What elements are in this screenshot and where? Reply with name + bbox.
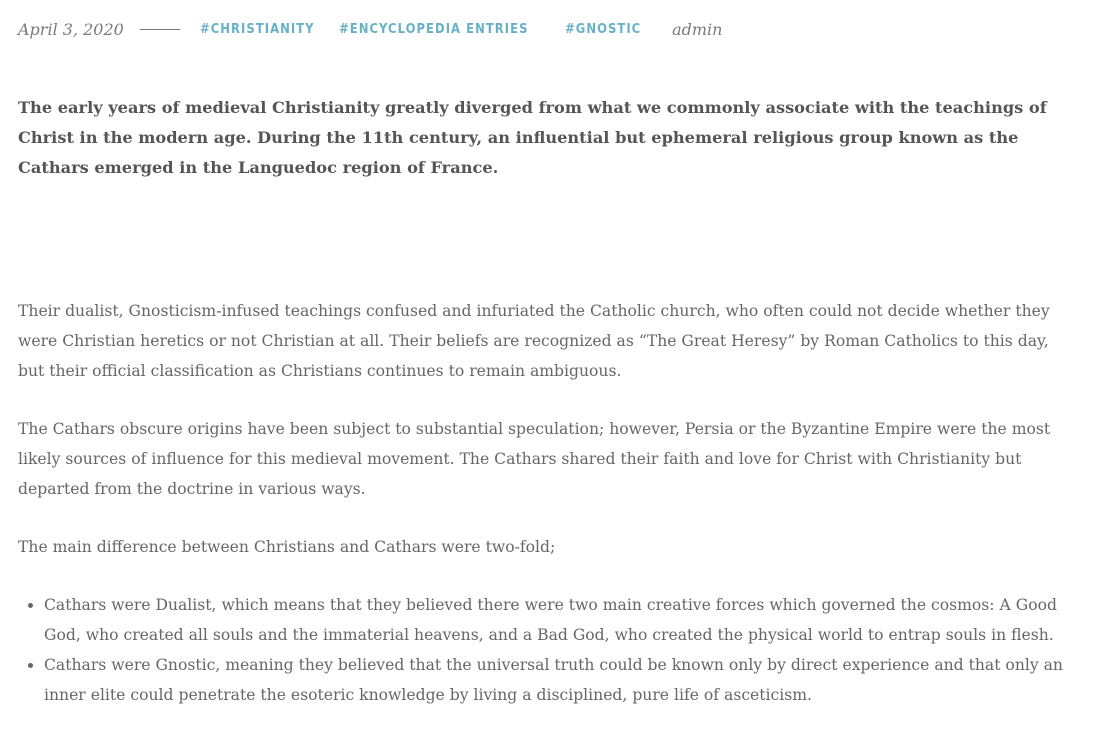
tag-encyclopedia-entries-link[interactable]: #ENCYCLOPEDIA ENTRIES xyxy=(339,21,529,37)
article-paragraph-3: The main difference between Christians and Cathars were two-fold; xyxy=(18,538,556,556)
article-paragraph-1: Their dualist, Gnosticism-infused teachings confused and infuriated the Catholic church, who often could not decide whether they were Christian heretics or not Christian at all. Their beliefs are recognized as “The Great Heresy” by Roman Catholics to this day, but their official classification as Christians continues to remain ambiguous. xyxy=(18,302,1050,380)
post-tags xyxy=(200,21,654,37)
post-date: April 3, 2020 xyxy=(18,19,124,39)
article-bullet-list xyxy=(18,590,1073,710)
list-item: • Cathars were Dualist, which means that they believed there were two main creative forces which governed the cosmos: A Good God, who created all souls and the immaterial heavens, and a Bad God, who created the physical world to entrap souls in flesh. xyxy=(44,590,1073,650)
tag-christianity-link[interactable]: #CHRISTIANITY xyxy=(199,21,315,37)
tag-gnostic-link[interactable]: #GNOSTIC xyxy=(565,21,642,37)
list-item: • Cathars were Gnostic, meaning they believed that the universal truth could be known only by direct experience and that only an inner elite could penetrate the esoteric knowledge by living a disciplined, pure life of asceticism. xyxy=(44,650,1073,710)
article-lead: The early years of medieval Christianity greatly diverged from what we commonly associate with the teachings of Christ in the modern age. During the 11th century, an influential but ephemeral religious group known as the Cathars emerged in the Languedoc region of France. xyxy=(18,98,1047,177)
post-meta xyxy=(18,17,722,41)
article-paragraph-2: The Cathars obscure origins have been subject to substantial speculation; however, Persia or the Byzantine Empire were the most likely sources of influence for this medieval movement. The Cathars shared their faith and love for Christ with Christianity but departed from the doctrine in various ways. xyxy=(18,420,1051,498)
article-content xyxy=(18,93,1073,710)
meta-divider xyxy=(140,29,180,30)
post-author[interactable]: admin xyxy=(672,19,723,39)
